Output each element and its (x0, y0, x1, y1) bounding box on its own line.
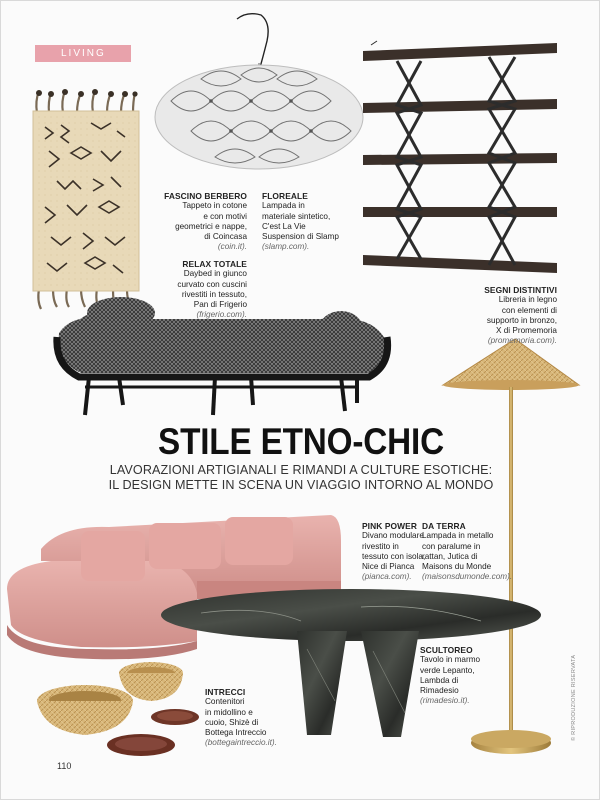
caption-line: tessuto con isola, (362, 551, 426, 561)
caption-line: Lampada in metallo (422, 531, 494, 541)
caption-source: (maisonsdumonde.com). (422, 572, 513, 582)
caption-line: Lampada in (262, 201, 305, 211)
caption-line: con elementi di (501, 305, 557, 315)
caption-line: Rimadesio (420, 686, 459, 696)
caption-title: SCULTOREO (420, 645, 473, 655)
woven-baskets (37, 662, 199, 756)
caption-line: in midollino e (205, 707, 253, 717)
caption-title: INTRECCI (205, 687, 246, 697)
bookshelf (363, 41, 557, 273)
caption-source: (pianca.com). (362, 572, 412, 582)
caption-line: materiale sintetico, (262, 211, 331, 221)
caption-line: e con motivi (203, 211, 247, 221)
caption-title: SEGNI DISTINTIVI (484, 285, 557, 295)
caption-floreale (262, 191, 362, 253)
caption-line: rattan, Jutica di (422, 551, 478, 561)
caption-line: Tappeto in cotone (182, 201, 247, 211)
deck-line: IL DESIGN METTE IN SCENA UN VIAGGIO INTORNO AL MONDO (108, 478, 494, 492)
caption-line: supporto in bronzo, (486, 315, 557, 325)
page-headline: STILE ETNO-CHIC (158, 421, 444, 462)
caption-source: (bottegaintreccio.it). (205, 738, 277, 748)
caption-line: Maisons du Monde (422, 562, 492, 572)
caption-line: C'est La Vie (262, 221, 306, 231)
caption-source: (promemoria.com). (487, 336, 557, 346)
copyright-notice: © RIPRODUZIONE RISERVATA (571, 654, 577, 741)
caption-line: con paralume in (422, 541, 481, 551)
caption-scultoreo (420, 645, 502, 707)
caption-line: rivestito in (362, 541, 399, 551)
caption-line: Daybed in giunco (183, 269, 247, 279)
caption-source: (slamp.com). (262, 242, 310, 252)
caption-line: Divano modulare (362, 531, 424, 541)
caption-line: Bottega Intreccio (205, 728, 267, 738)
caption-line: Suspension di Slamp (262, 232, 339, 242)
caption-title: FASCINO BERBERO (164, 191, 247, 201)
caption-line: Libreria in legno (498, 295, 557, 305)
caption-line: X di Promemoria (496, 326, 557, 336)
page-deck (1, 463, 600, 493)
caption-source: (coin.it). (217, 242, 247, 252)
caption-line: cuoio, Shizè di (205, 717, 259, 727)
caption-line: Lambda di (420, 675, 459, 685)
caption-da-terra (422, 521, 522, 583)
caption-line: di Coincasa (204, 232, 247, 242)
caption-relax-totale (151, 259, 247, 321)
caption-title: PINK POWER (362, 521, 417, 531)
caption-line: Contenitori (205, 697, 245, 707)
product-artwork (1, 1, 600, 800)
caption-segni-distintivi (465, 285, 557, 347)
caption-source: (rimadesio.it). (420, 696, 470, 706)
caption-line: verde Lepanto, (420, 665, 475, 675)
caption-line: curvato con cuscini (177, 279, 247, 289)
caption-title: DA TERRA (422, 521, 466, 531)
caption-line: geometrici e nappe, (175, 221, 247, 231)
page-number: 110 (57, 761, 72, 771)
caption-line: rivestiti in tessuto, (181, 289, 247, 299)
caption-fascino-berbero (161, 191, 247, 253)
deck-line: LAVORAZIONI ARTIGIANALI E RIMANDI A CULTURE ESOTICHE: (109, 463, 493, 477)
caption-line: Nice di Pianca (362, 562, 415, 572)
pendant-lamp (155, 14, 363, 169)
caption-line: Tavolo in marmo (420, 655, 481, 665)
caption-line: Pan di Frigerio (193, 300, 247, 310)
berber-rug (33, 89, 139, 309)
caption-title: RELAX TOTALE (182, 259, 247, 269)
caption-source: (frigerio.com). (196, 310, 247, 320)
caption-intrecci (205, 687, 295, 749)
section-tag: LIVING (35, 45, 131, 62)
caption-title: FLOREALE (262, 191, 308, 201)
